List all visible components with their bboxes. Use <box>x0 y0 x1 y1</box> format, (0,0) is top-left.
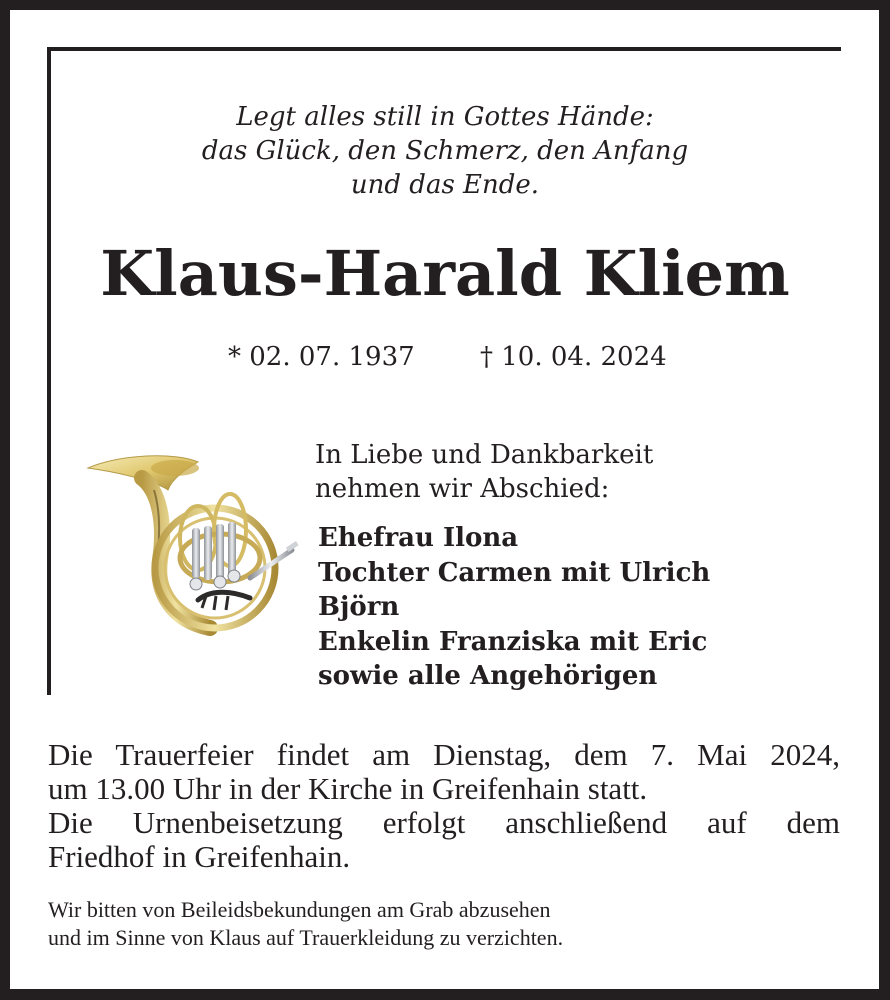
mourner: sowie alle Angehörigen <box>318 661 658 691</box>
note-line: und im Sinne von Klaus auf Trauerkleidung zu verzichten. <box>48 925 564 950</box>
mourner: Ehefrau Ilona <box>318 523 519 553</box>
death-date: † 10. 04. 2024 <box>480 342 667 372</box>
mourner: Björn <box>318 592 400 622</box>
ceremony-line: um 13.00 Uhr in der Kirche in Greifenhain statt. <box>48 771 648 806</box>
note-line: Wir bitten von Beileidsbekundungen am Grab abzusehen <box>48 897 551 922</box>
verse-line: das Glück, den Schmerz, den Anfang <box>201 136 689 166</box>
verse <box>0 100 890 202</box>
ceremony-line: Die Urnenbeisetzung erfolgt anschließend auf dem <box>48 805 840 840</box>
ceremony-line: Friedhof in Greifenhain. <box>48 839 351 874</box>
birth-date: * 02. 07. 1937 <box>228 342 415 372</box>
intro-line: In Liebe und Dankbarkeit <box>315 440 654 470</box>
mourners-list <box>318 521 710 694</box>
intro-line: nehmen wir Abschied: <box>315 474 610 504</box>
mourner: Enkelin Franziska mit Eric <box>318 626 708 657</box>
farewell-intro <box>315 438 653 506</box>
condolence-note <box>48 896 563 952</box>
verse-line: Legt alles still in Gottes Hände: <box>236 102 654 132</box>
mourner: Tochter Carmen mit Ulrich <box>318 557 711 588</box>
ceremony-details <box>48 738 840 874</box>
frame-top-rule <box>47 47 841 51</box>
ceremony-line: Die Trauerfeier findet am Dienstag, dem 7. Mai 2024, <box>48 737 840 772</box>
verse-line: und das Ende. <box>350 170 540 200</box>
deceased-name: Klaus-Harald Kliem <box>100 237 790 310</box>
french-horn-icon <box>80 450 305 640</box>
